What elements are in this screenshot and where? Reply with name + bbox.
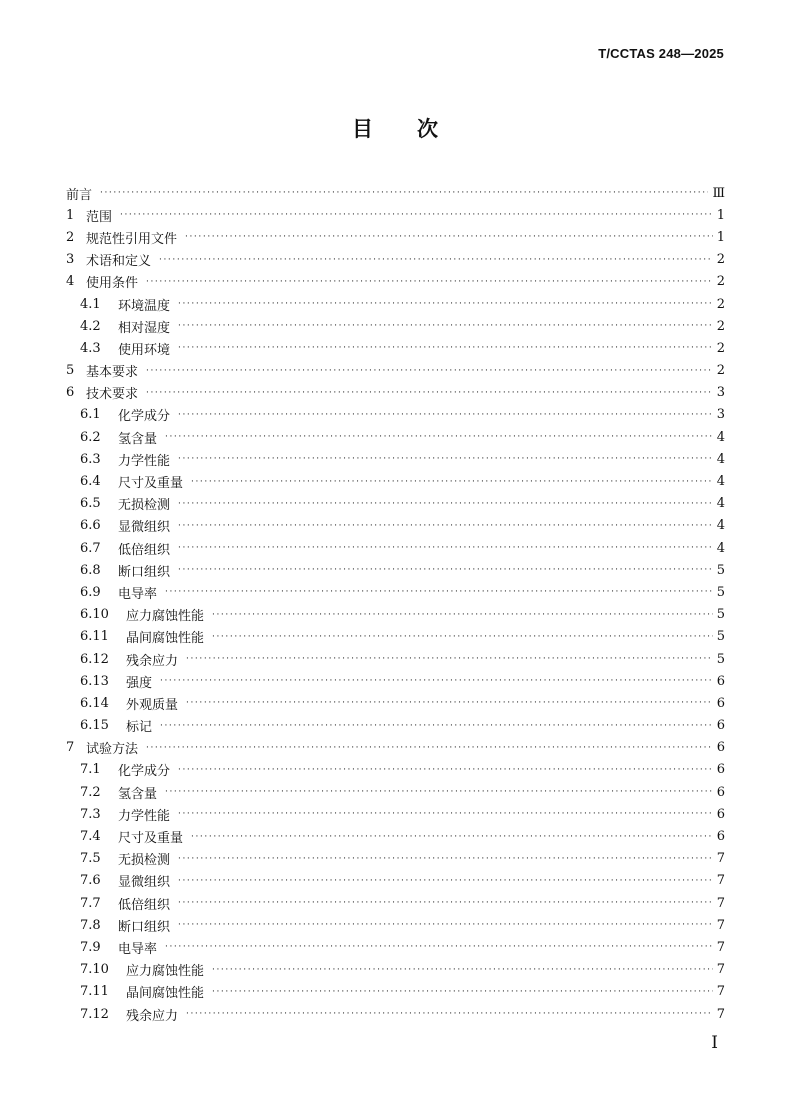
toc-entry-page: 5 [716,584,725,600]
toc-entry-page: Ⅲ [712,185,725,201]
toc-leader-dots [178,920,713,930]
toc-entry-number: 6 [66,385,75,401]
toc-leader-dots [178,410,713,420]
toc-entry[interactable] [66,803,725,825]
toc-leader-dots [186,654,713,664]
toc-entry-label: 力学性能 [118,453,171,469]
toc-entry-page: 2 [716,363,725,379]
toc-leader-dots [212,610,713,620]
toc-entry-number: 7.9 [80,939,101,955]
toc-entry-page: 4 [716,451,725,467]
title-char-1: 目 [352,116,373,141]
toc-entry-number: 6.8 [80,562,101,578]
toc-leader-dots [186,698,713,708]
toc-entry-label: 断口组织 [118,919,171,935]
page-number: I [711,1033,718,1053]
toc-entry-number: 1 [66,207,75,223]
toc-leader-dots [191,832,713,842]
toc-leader-dots [178,854,713,864]
toc-entry[interactable] [66,226,725,248]
toc-entry[interactable] [66,448,725,470]
toc-entry-number: 6.7 [80,540,101,556]
toc-entry-page: 7 [716,895,725,911]
toc-entry[interactable] [66,936,725,958]
toc-entry[interactable] [66,737,725,759]
toc-entry-number: 7.2 [80,784,101,800]
toc-entry-number: 7.12 [80,1006,109,1022]
toc-entry-label: 氢含量 [118,431,158,447]
toc-entry-label: 使用条件 [86,276,139,292]
toc-entry-number: 7.4 [80,829,101,845]
toc-entry-page: 1 [716,207,725,223]
toc-entry-page: 7 [716,917,725,933]
toc-leader-dots [146,277,713,287]
toc-entry-page: 6 [716,806,725,822]
toc-entry[interactable] [66,315,725,337]
toc-entry-page: 7 [716,851,725,867]
toc-entry[interactable] [66,515,725,537]
toc-entry[interactable] [66,1003,725,1025]
toc-entry[interactable] [66,249,725,271]
toc-entry[interactable] [66,604,725,626]
toc-leader-dots [178,809,713,819]
toc-leader-dots [178,898,713,908]
toc-entry-page: 7 [716,1006,725,1022]
toc-entry[interactable] [66,404,725,426]
toc-entry-label: 无损检测 [118,498,171,514]
toc-entry[interactable] [66,337,725,359]
toc-entry-number: 4.1 [80,296,101,312]
toc-entry[interactable] [66,537,725,559]
table-of-contents [66,182,725,1025]
toc-entry-number: 4 [66,274,75,290]
toc-entry-page: 2 [716,252,725,268]
toc-entry-number: 4.3 [80,340,101,356]
toc-entry-label: 残余应力 [126,1008,179,1024]
toc-leader-dots [100,188,708,198]
toc-leader-dots [185,232,713,242]
toc-entry-page: 4 [716,518,725,534]
toc-entry-label: 相对湿度 [118,320,171,336]
toc-entry-label: 尺寸及重量 [118,831,184,847]
toc-entry-page: 7 [716,962,725,978]
toc-entry[interactable] [66,914,725,936]
toc-entry-page: 5 [716,651,725,667]
toc-leader-dots [178,543,713,553]
toc-entry[interactable] [66,470,725,492]
toc-entry-label: 化学成分 [118,409,171,425]
toc-entry-label: 晶间腐蚀性能 [126,631,205,647]
toc-leader-dots [186,1009,713,1019]
toc-entry-label: 显微组织 [118,875,171,891]
toc-entry[interactable] [66,648,725,670]
toc-entry-page: 6 [716,762,725,778]
toc-entry-label: 应力腐蚀性能 [126,964,205,980]
toc-entry-label: 化学成分 [118,764,171,780]
toc-entry-page: 6 [716,673,725,689]
toc-entry[interactable] [66,715,725,737]
toc-entry-number: 7.1 [80,762,101,778]
toc-entry-label: 技术要求 [86,387,139,403]
toc-entry[interactable] [66,293,725,315]
toc-entry-number: 5 [66,363,75,379]
toc-entry-number: 6.14 [80,695,109,711]
toc-entry-page: 7 [716,939,725,955]
toc-entry-label: 基本要求 [86,365,139,381]
toc-entry[interactable] [66,825,725,847]
toc-entry-label: 强度 [126,675,153,691]
toc-entry-label: 应力腐蚀性能 [126,609,205,625]
toc-entry-label: 外观质量 [126,697,179,713]
toc-entry-label: 电导率 [118,586,158,602]
toc-entry-page: 5 [716,562,725,578]
document-id: T/CCTAS 248—2025 [598,46,724,61]
toc-entry-label: 残余应力 [126,653,179,669]
toc-leader-dots [120,210,713,220]
toc-entry-label: 前言 [66,187,93,203]
toc-entry-number: 6.3 [80,451,101,467]
toc-leader-dots [191,477,713,487]
toc-entry-label: 试验方法 [86,742,139,758]
toc-entry-label: 低倍组织 [118,542,171,558]
toc-entry[interactable] [66,182,725,204]
toc-entry-number: 7.5 [80,851,101,867]
toc-entry[interactable] [66,959,725,981]
toc-entry[interactable] [66,781,725,803]
toc-entry-label: 规范性引用文件 [86,231,178,247]
toc-entry-label: 尺寸及重量 [118,476,184,492]
toc-entry[interactable] [66,892,725,914]
toc-entry-page: 7 [716,873,725,889]
toc-entry[interactable] [66,692,725,714]
toc-entry-label: 电导率 [118,941,158,957]
toc-entry-number: 7.3 [80,806,101,822]
toc-entry[interactable] [66,626,725,648]
toc-leader-dots [178,321,713,331]
toc-leader-dots [165,587,713,597]
toc-entry-page: 4 [716,429,725,445]
toc-leader-dots [146,388,713,398]
toc-entry-label: 断口组织 [118,564,171,580]
toc-leader-dots [165,942,713,952]
toc-leader-dots [146,743,713,753]
toc-entry[interactable] [66,360,725,382]
toc-leader-dots [160,676,713,686]
toc-entry-number: 6.10 [80,607,109,623]
toc-leader-dots [178,521,713,531]
toc-entry[interactable] [66,559,725,581]
toc-leader-dots [178,876,713,886]
toc-leader-dots [178,299,713,309]
toc-entry-label: 显微组织 [118,520,171,536]
toc-entry-number: 6.9 [80,584,101,600]
toc-entry-page: 4 [716,540,725,556]
toc-entry-page: 2 [716,296,725,312]
toc-entry-number: 7 [66,740,75,756]
toc-entry-label: 低倍组织 [118,897,171,913]
toc-entry-page: 3 [716,407,725,423]
toc-entry-page: 6 [716,829,725,845]
toc-leader-dots [178,343,713,353]
toc-leader-dots [178,765,713,775]
toc-leader-dots [212,632,713,642]
toc-entry-number: 6.13 [80,673,109,689]
toc-entry-page: 1 [716,229,725,245]
toc-entry-number: 7.11 [80,984,109,1000]
toc-entry-page: 5 [716,607,725,623]
toc-entry-label: 无损检测 [118,853,171,869]
toc-entry[interactable] [66,493,725,515]
toc-leader-dots [178,454,713,464]
toc-entry-number: 6.6 [80,518,101,534]
toc-entry-label: 晶间腐蚀性能 [126,986,205,1002]
toc-entry-page: 2 [716,318,725,334]
toc-entry-label: 标记 [126,720,153,736]
toc-entry-number: 6.2 [80,429,101,445]
toc-entry-number: 2 [66,229,75,245]
toc-entry[interactable] [66,271,725,293]
toc-entry-number: 7.6 [80,873,101,889]
toc-entry-number: 6.1 [80,407,101,423]
toc-entry-page: 7 [716,984,725,1000]
toc-leader-dots [212,965,713,975]
toc-entry-page: 4 [716,496,725,512]
toc-entry-label: 氢含量 [118,786,158,802]
toc-leader-dots [146,366,713,376]
toc-entry-label: 力学性能 [118,808,171,824]
toc-leader-dots [165,432,713,442]
toc-entry-number: 7.8 [80,917,101,933]
toc-entry[interactable] [66,848,725,870]
toc-entry-label: 环境温度 [118,298,171,314]
toc-entry-page: 2 [716,340,725,356]
toc-leader-dots [178,499,713,509]
toc-entry-page: 6 [716,695,725,711]
toc-entry-page: 6 [716,740,725,756]
toc-entry-label: 术语和定义 [86,254,152,270]
toc-entry-number: 7.7 [80,895,101,911]
toc-leader-dots [178,565,713,575]
toc-entry[interactable] [66,382,725,404]
toc-entry[interactable] [66,981,725,1003]
toc-entry-label: 使用环境 [118,342,171,358]
toc-entry[interactable] [66,759,725,781]
toc-leader-dots [212,987,713,997]
toc-leader-dots [160,721,713,731]
toc-entry-number: 6.11 [80,629,109,645]
toc-leader-dots [165,787,713,797]
toc-entry-number: 6.4 [80,474,101,490]
title-char-2: 次 [417,116,438,141]
toc-entry-number: 3 [66,252,75,268]
toc-entry-page: 2 [716,274,725,290]
toc-entry[interactable] [66,426,725,448]
toc-entry-page: 6 [716,718,725,734]
toc-entry-number: 7.10 [80,962,109,978]
toc-entry-number: 6.12 [80,651,109,667]
toc-entry-number: 6.15 [80,718,109,734]
toc-entry[interactable] [66,204,725,226]
toc-entry[interactable] [66,870,725,892]
toc-entry-number: 4.2 [80,318,101,334]
toc-entry-label: 范围 [86,209,113,225]
toc-entry-page: 3 [716,385,725,401]
page-title [0,113,790,143]
toc-entry-page: 5 [716,629,725,645]
toc-entry[interactable] [66,670,725,692]
toc-entry[interactable] [66,581,725,603]
toc-entry-page: 6 [716,784,725,800]
toc-entry-number: 6.5 [80,496,101,512]
toc-entry-page: 4 [716,474,725,490]
toc-leader-dots [159,255,713,265]
